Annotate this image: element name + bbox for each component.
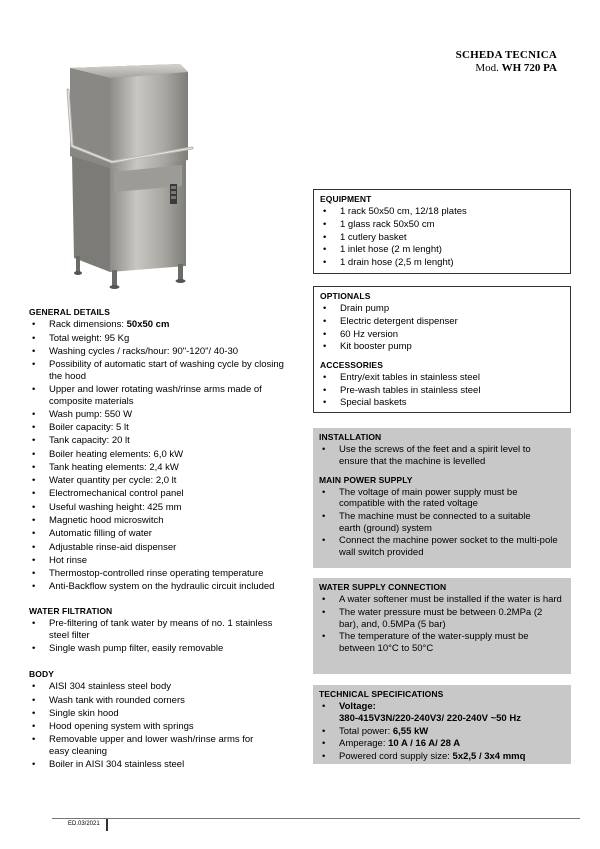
edition-label: ED.03/2021 [68, 821, 100, 827]
list-item: • Boiler heating elements: 6,0 kW [29, 449, 299, 461]
list-item: • Tank capacity: 20 lt [29, 435, 299, 447]
list-item: • Total weight: 95 Kg [29, 333, 299, 345]
list-item: • A water softener must be installed if the water is hard [319, 594, 563, 606]
total-power-label: Total power: [339, 725, 393, 737]
cord-size-value: 5x2,5 / 3x4 mmq [452, 750, 526, 762]
list-item: • 1 drain hose (2,5 m lenght) [320, 257, 562, 269]
list-item: • Kit booster pump [320, 341, 562, 353]
list-item [29, 319, 299, 331]
list-item: • Thermostop-controlled rinse operating temperature [29, 568, 299, 580]
list-item: • 1 glass rack 50x50 cm [320, 219, 562, 231]
list-item: • 1 inlet hose (2 m lenght) [320, 244, 562, 256]
list-item: • 1 cutlery basket [320, 232, 562, 244]
list-item: • 60 Hz version [320, 329, 562, 341]
optionals-heading: OPTIONALS [320, 291, 371, 301]
optionals-list [320, 303, 562, 352]
total-power-value: 6,55 kW [392, 725, 429, 737]
list-item: • AISI 304 stainless steel body [29, 681, 299, 693]
list-item: • Washing cycles / racks/hour: 90"-120"/ 40-30 [29, 346, 299, 358]
voltage-value: 380-415V3N/220-240V3/ 220-240V ~50 Hz [339, 712, 521, 724]
list-item: • Pre-wash tables in stainless steel [320, 385, 562, 397]
list-item: • Anti-Backflow system on the hydraulic circuit included [29, 581, 299, 593]
main-power-supply-list [319, 487, 563, 558]
list-item: • The temperature of the water-supply must be between 10°C to 50°C [319, 631, 551, 654]
list-item: • Boiler in AISI 304 stainless steel [29, 759, 299, 771]
list-item: • The water pressure must be between 0.2MPa (2 bar), and, 0.5MPa (5 bar) [319, 607, 563, 630]
equipment-box [313, 189, 571, 274]
dishwasher-illustration [62, 60, 202, 292]
list-item: • Useful washing height: 425 mm [29, 502, 299, 514]
list-item [319, 751, 563, 763]
list-item: • Connect the machine power socket to the multi-pole wall switch provided [319, 535, 561, 558]
installation-heading: INSTALLATION [319, 432, 382, 442]
main-power-supply-heading: MAIN POWER SUPPLY [319, 474, 413, 485]
model-name: WH 720 PA [501, 62, 557, 75]
equipment-list [320, 206, 562, 268]
list-item: • Possibility of automatic start of washing cycle by closing the hood [29, 359, 299, 382]
list-item: • Use the screws of the feet and a spirit level to ensure that the machine is levelled [319, 444, 551, 467]
water-filtration-heading: WATER FILTRATION [29, 606, 113, 616]
installation-box [313, 428, 571, 568]
water-supply-heading: WATER SUPPLY CONNECTION [319, 582, 447, 592]
body-list [29, 681, 299, 770]
list-item: • Entry/exit tables in stainless steel [320, 372, 562, 384]
list-item: • Electromechanical control panel [29, 488, 299, 500]
document-title: SCHEDA TECNICA [455, 49, 557, 61]
list-item: • Tank heating elements: 2,4 kW [29, 462, 299, 474]
list-item: • Removable upper and lower wash/rinse arms for easy cleaning [29, 734, 274, 757]
list-item: • Wash tank with rounded corners [29, 695, 299, 707]
model-prefix: Mod. [475, 62, 499, 75]
list-item [319, 701, 563, 724]
general-details-list [29, 319, 299, 593]
optionals-box [313, 286, 571, 413]
list-item: • The voltage of main power supply must be compatible with the rated voltage [319, 487, 551, 510]
list-item: • The machine must be connected to a suitable earth (ground) system [319, 511, 551, 534]
list-item: • Pre-filtering of tank water by means of no. 1 stainless steel filter [29, 618, 284, 641]
water-filtration-section [29, 606, 299, 656]
list-item [319, 726, 563, 738]
list-item [319, 738, 563, 750]
footer-divider [52, 818, 580, 819]
water-supply-list [319, 594, 563, 654]
footer-tick [106, 819, 108, 831]
accessories-heading: ACCESSORIES [320, 359, 383, 370]
list-item: • Upper and lower rotating wash/rinse arms made of composite materials [29, 384, 299, 407]
body-heading: BODY [29, 669, 54, 679]
technical-specifications-list [319, 701, 563, 762]
rack-value: 50x50 cm [126, 319, 170, 331]
list-item: • Electric detergent dispenser [320, 316, 562, 328]
voltage-label: Voltage: [339, 701, 376, 713]
amperage-value: 10 A / 16 A/ 28 A [388, 738, 461, 750]
list-item: • Single wash pump filter, easily removable [29, 643, 299, 655]
cord-size-label: Powered cord supply size: [339, 750, 453, 762]
document-header [456, 49, 557, 76]
list-item: • Water quantity per cycle: 2,0 lt [29, 475, 299, 487]
list-item: • Drain pump [320, 303, 562, 315]
general-details-section [29, 307, 299, 595]
model-line [456, 62, 557, 75]
water-supply-box [313, 578, 571, 674]
list-item: • 1 rack 50x50 cm, 12/18 plates [320, 206, 562, 218]
list-item: • Special baskets [320, 397, 562, 409]
technical-specifications-heading: TECHNICAL SPECIFICATIONS [319, 689, 444, 699]
list-item: • Hot rinse [29, 555, 299, 567]
general-details-heading: GENERAL DETAILS [29, 307, 110, 317]
rack-label: Rack dimensions: [49, 319, 127, 331]
equipment-heading: EQUIPMENT [320, 194, 372, 204]
list-item: • Hood opening system with springs [29, 721, 299, 733]
list-item: • Single skin hood [29, 708, 299, 720]
accessories-list [320, 372, 562, 409]
list-item: • Wash pump: 550 W [29, 409, 299, 421]
installation-list [319, 444, 563, 467]
technical-specifications-box [313, 685, 571, 764]
body-section [29, 669, 299, 773]
list-item: • Adjustable rinse-aid dispenser [29, 542, 299, 554]
list-item: • Magnetic hood microswitch [29, 515, 299, 527]
list-item: • Boiler capacity: 5 lt [29, 422, 299, 434]
amperage-label: Amperage: [339, 738, 389, 750]
water-filtration-list [29, 618, 299, 654]
list-item: • Automatic filling of water [29, 528, 299, 540]
